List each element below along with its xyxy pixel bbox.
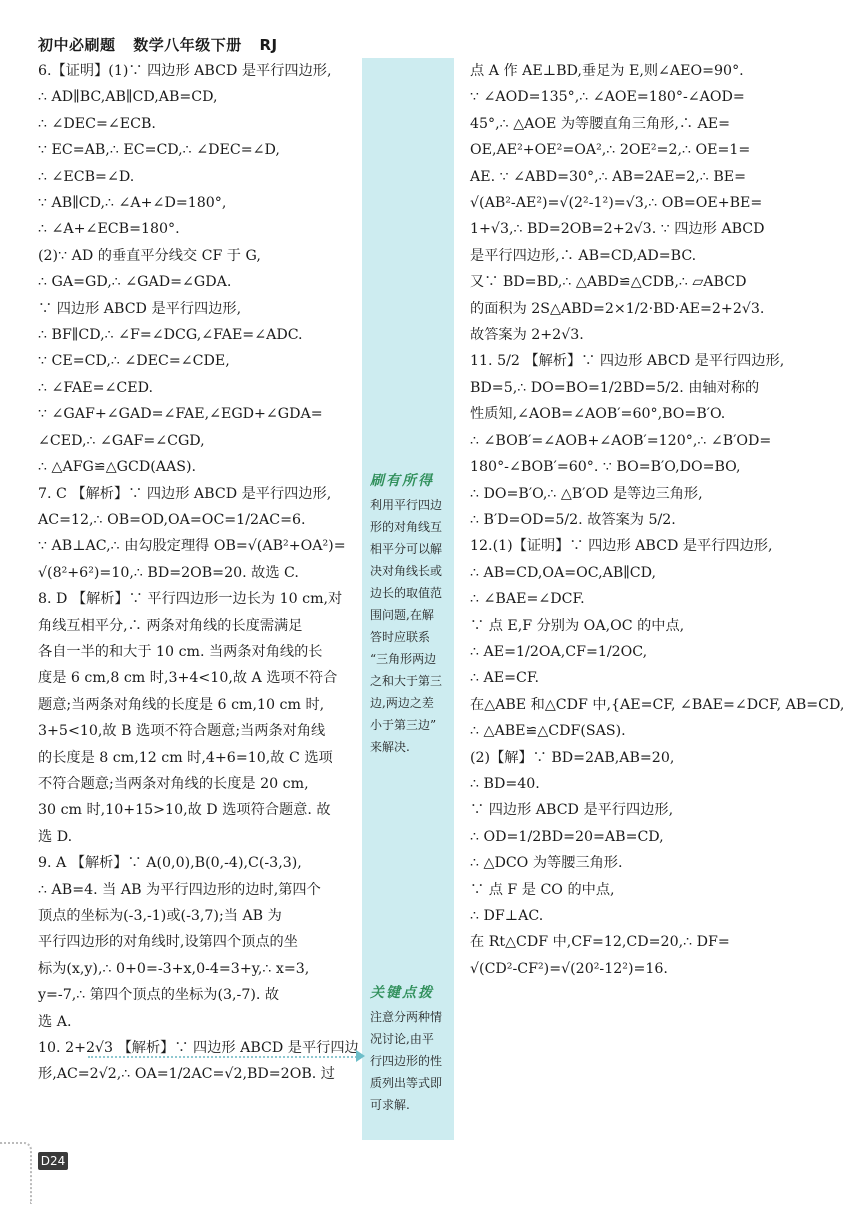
- answer-line: 3+5<10,故 B 选项不符合题意;当两条对角线: [38, 723, 326, 740]
- tip-line: 小于第三边”: [370, 718, 437, 732]
- answer-line: ∴ DF⊥AC.: [470, 908, 544, 924]
- answer-line: BD=5,∴ DO=BO=1/2BD=5/2. 由轴对称的: [470, 379, 760, 396]
- answer-line: 6.【证明】(1)∵ 四边形 ABCD 是平行四边形,: [38, 63, 332, 79]
- tip-title: 刷有所得: [370, 473, 434, 489]
- answer-line: ∴ ∠BAE=∠DCF.: [470, 591, 585, 608]
- answer-line: ∴ GA=GD,∴ ∠GAD=∠GDA.: [38, 274, 232, 291]
- answer-line: 平行四边形的对角线时,设第四个顶点的坐: [38, 934, 298, 951]
- answer-line: √(8²+6²)=10,∴ BD=2OB=20. 故选 C.: [38, 564, 299, 581]
- page-corner-decoration: [0, 1142, 32, 1204]
- answer-line: 各自一半的和大于 10 cm. 当两条对角线的长: [38, 643, 323, 660]
- answer-line: ∴ ∠BOB′=∠AOB+∠AOB′=120°,∴ ∠B′OD=: [470, 432, 772, 449]
- tip-line: 决对角线长或: [370, 564, 443, 578]
- answer-line: ∠CED,∴ ∠GAF=∠CGD,: [38, 432, 205, 449]
- answer-line: 故答案为 2+2√3.: [470, 327, 584, 344]
- tip-line: 注意分两种情: [370, 1010, 443, 1024]
- answer-line: 角线互相平分,∴ 两条对角线的长度需满足: [38, 617, 303, 634]
- tip-line: 可求解.: [370, 1098, 410, 1112]
- pointer-arrow-icon: [356, 1050, 365, 1062]
- answer-line: ∴ △ABE≌△CDF(SAS).: [470, 723, 626, 740]
- answer-line: 题意;当两条对角线的长度是 6 cm,10 cm 时,: [38, 696, 325, 713]
- left-answer-column: [38, 58, 359, 1088]
- answer-line: 的面积为 2S△ABD=2×1/2·BD·AE=2+2√3.: [470, 300, 765, 317]
- answer-line: 不符合题意;当两条对角线的长度是 20 cm,: [38, 775, 309, 792]
- answer-line: y=-7,∴ 第四个顶点的坐标为(3,-7). 故: [38, 987, 280, 1004]
- answer-line: ∵ 点 E,F 分别为 OA,OC 的中点,: [470, 617, 685, 634]
- tip-line: “三角形两边: [370, 652, 437, 666]
- answer-line: ∴ △AFG≌△GCD(AAS).: [38, 459, 197, 476]
- tip-line: 相平分可以解: [370, 542, 443, 556]
- tip-line: 边,两边之差: [370, 696, 434, 710]
- answer-line: 30 cm 时,10+15>10,故 D 选项符合题意. 故: [38, 802, 331, 819]
- series-title: 初中必刷题: [38, 36, 116, 54]
- answer-line: 顶点的坐标为(-3,-1)或(-3,7);当 AB 为: [38, 908, 282, 924]
- answer-line: 度是 6 cm,8 cm 时,3+4<10,故 A 选项不符合: [38, 670, 338, 687]
- answer-line: 11. 5/2 【解析】∵ 四边形 ABCD 是平行四边形,: [470, 353, 785, 370]
- answer-line: ∵ 点 F 是 CO 的中点,: [470, 881, 615, 898]
- tip-line: 行四边形的性: [370, 1054, 443, 1068]
- answer-line: (2)∵ AD 的垂直平分线交 CF 于 G,: [38, 247, 261, 264]
- answer-line: 9. A 【解析】∵ A(0,0),B(0,-4),C(-3,3),: [38, 855, 302, 872]
- tip-line: 边长的取值范: [370, 586, 443, 600]
- answer-line: √(AB²-AE²)=√(2²-1²)=√3,∴ OB=OE+BE=: [470, 195, 763, 212]
- answer-line: 形,AC=2√2,∴ OA=1/2AC=√2,BD=2OB. 过: [38, 1066, 335, 1083]
- answer-line: ∴ AD∥BC,AB∥CD,AB=CD,: [38, 89, 218, 106]
- answer-line: ∴ AB=4. 当 AB 为平行四边形的边时,第四个: [38, 881, 321, 898]
- edition-label: RJ: [259, 36, 278, 54]
- answer-line: ∴ BD=40.: [470, 775, 540, 792]
- answer-line: 8. D 【解析】∵ 平行四边形一边长为 10 cm,对: [38, 591, 343, 608]
- answer-line: ∴ OD=1/2BD=20=AB=CD,: [470, 828, 664, 845]
- tip-line: 来解决.: [370, 740, 410, 754]
- tip-line: 形的对角线互: [370, 520, 443, 534]
- answer-line: ∵ 四边形 ABCD 是平行四边形,: [470, 802, 674, 819]
- answer-line: OE,AE²+OE²=OA²,∴ 2OE²=2,∴ OE=1=: [470, 142, 751, 159]
- answer-line: √(CD²-CF²)=√(20²-12²)=16.: [470, 960, 668, 977]
- answer-line: 选 A.: [38, 1013, 72, 1030]
- answer-line: 10. 2+2√3 【解析】∵ 四边形 ABCD 是平行四边: [38, 1040, 359, 1057]
- tip-box-key-point: [370, 982, 450, 1116]
- answer-line: ∴ ∠ECB=∠D.: [38, 168, 135, 185]
- page-number: D24: [38, 1152, 68, 1170]
- answer-line: ∴ AE=CF.: [470, 670, 540, 687]
- answer-line: 在 Rt△CDF 中,CF=12,CD=20,∴ DF=: [470, 934, 730, 951]
- answer-line: 7. C 【解析】∵ 四边形 ABCD 是平行四边形,: [38, 485, 332, 502]
- answer-line: ∵ ∠GAF+∠GAD=∠FAE,∠EGD+∠GDA=: [38, 406, 323, 423]
- answer-line: ∴ AB=CD,OA=OC,AB∥CD,: [470, 564, 657, 581]
- page-header: [38, 34, 290, 55]
- answer-line: ∴ ∠FAE=∠CED.: [38, 379, 154, 396]
- tip-line: 围问题,在解: [370, 608, 434, 622]
- right-answer-column: [470, 58, 844, 982]
- tip-title: 关键点拨: [370, 985, 434, 1001]
- answer-line: ∴ B′D=OD=5/2. 故答案为 5/2.: [470, 511, 676, 528]
- answer-line: (2)【解】∵ BD=2AB,AB=20,: [470, 749, 675, 766]
- answer-line: 标为(x,y),∴ 0+0=-3+x,0-4=3+y,∴ x=3,: [38, 960, 310, 977]
- answer-line: AE. ∵ ∠ABD=30°,∴ AB=2AE=2,∴ BE=: [470, 168, 746, 185]
- answer-line: ∵ 四边形 ABCD 是平行四边形,: [38, 300, 242, 317]
- answer-line: AC=12,∴ OB=OD,OA=OC=1/2AC=6.: [38, 511, 306, 528]
- pointer-line: [88, 1056, 360, 1058]
- answer-line: ∴ ∠DEC=∠ECB.: [38, 115, 156, 132]
- answer-line: ∵ CE=CD,∴ ∠DEC=∠CDE,: [38, 353, 230, 370]
- answer-line: 在△ABE 和△CDF 中,{AE=CF, ∠BAE=∠DCF, AB=CD,: [470, 696, 844, 713]
- tip-box-summary: [370, 470, 450, 758]
- answer-line: 是平行四边形,∴ AB=CD,AD=BC.: [470, 247, 697, 264]
- answer-line: ∵ AB∥CD,∴ ∠A+∠D=180°,: [38, 195, 227, 212]
- answer-line: 选 D.: [38, 828, 73, 845]
- tip-line: 答时应联系: [370, 630, 431, 644]
- tip-line: 质列出等式即: [370, 1076, 443, 1090]
- answer-line: 180°-∠BOB′=60°. ∵ BO=B′O,DO=BO,: [470, 459, 741, 476]
- answer-line: 的长度是 8 cm,12 cm 时,4+6=10,故 C 选项: [38, 749, 333, 766]
- subject-title: 数学八年级下册: [133, 36, 242, 54]
- answer-line: ∴ AE=1/2OA,CF=1/2OC,: [470, 643, 648, 660]
- answer-line: ∴ ∠A+∠ECB=180°.: [38, 221, 180, 238]
- tip-line: 利用平行四边: [370, 498, 443, 512]
- answer-line: ∴ DO=B′O,∴ △B′OD 是等边三角形,: [470, 485, 703, 502]
- answer-line: 1+√3,∴ BD=2OB=2+2√3. ∵ 四边形 ABCD: [470, 221, 765, 238]
- answer-line: ∵ EC=AB,∴ EC=CD,∴ ∠DEC=∠D,: [38, 142, 280, 159]
- answer-line: 又∵ BD=BD,∴ △ABD≌△CDB,∴ ▱ABCD: [470, 274, 747, 291]
- tip-line: 之和大于第三: [370, 674, 443, 688]
- answer-line: ∵ AB⊥AC,∴ 由勾股定理得 OB=√(AB²+OA²)=: [38, 538, 346, 555]
- answer-line: 性质知,∠AOB=∠AOB′=60°,BO=B′O.: [470, 406, 726, 423]
- answer-line: ∵ ∠AOD=135°,∴ ∠AOE=180°-∠AOD=: [470, 89, 745, 106]
- answer-line: 12.(1)【证明】∵ 四边形 ABCD 是平行四边形,: [470, 538, 773, 555]
- answer-line: 45°,∴ △AOE 为等腰直角三角形,∴ AE=: [470, 115, 731, 132]
- answer-line: ∴ BF∥CD,∴ ∠F=∠DCG,∠FAE=∠ADC.: [38, 327, 303, 344]
- tip-line: 况讨论,由平: [370, 1032, 434, 1046]
- answer-line: 点 A 作 AE⊥BD,垂足为 E,则∠AEO=90°.: [470, 63, 744, 79]
- answer-line: ∴ △DCO 为等腰三角形.: [470, 855, 623, 872]
